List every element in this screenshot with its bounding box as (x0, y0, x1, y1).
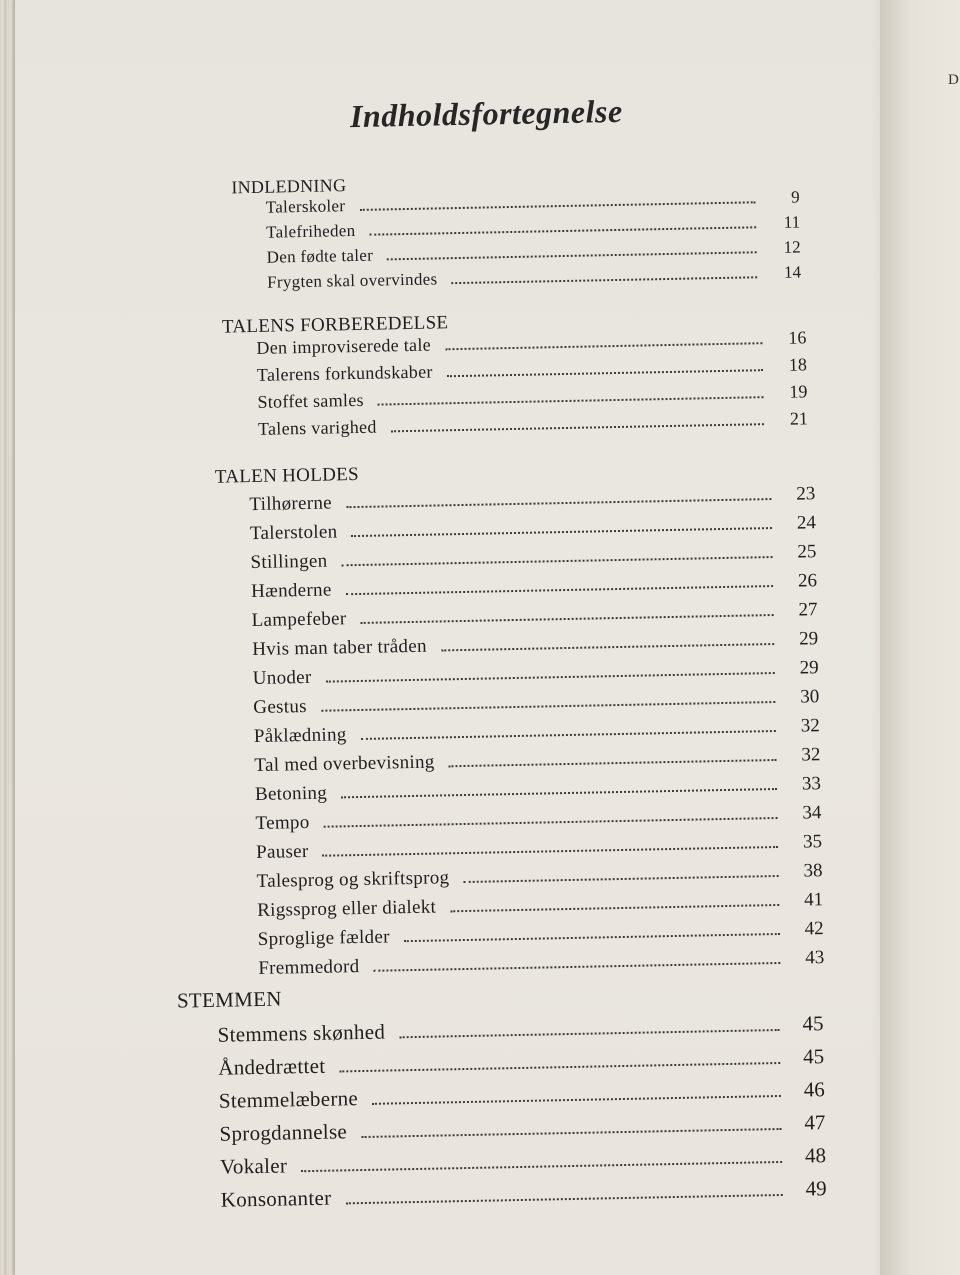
entry-label: Sprogdannelse (219, 1119, 348, 1146)
entry-label: Hvis man taber tråden (252, 635, 427, 661)
entry-page-number: 9 (790, 187, 800, 207)
entry-page-number: 35 (802, 831, 823, 853)
facing-page-text: D (948, 72, 959, 88)
dot-leader (449, 758, 777, 767)
entry-page-number: 46 (803, 1077, 825, 1102)
entry-label: Talerskoler (265, 196, 346, 217)
toc-section-indledning (231, 166, 813, 298)
dot-leader (361, 1127, 781, 1138)
entry-page-number: 34 (802, 802, 822, 824)
dot-leader (378, 395, 764, 405)
entry-page-number: 14 (783, 262, 802, 282)
toc-section-stemmen (177, 976, 831, 1221)
entry-label: Stillingen (250, 550, 328, 574)
entry-label: Sproglige fælder (257, 926, 390, 950)
entry-label: Den fødte taler (266, 245, 374, 267)
dot-leader (391, 422, 764, 432)
table-of-contents (176, 89, 831, 1220)
entry-label: Talens varighed (257, 416, 377, 439)
entry-page-number: 45 (802, 1044, 825, 1069)
toc-section-talens-forberedelse (222, 305, 816, 446)
entry-page-number: 12 (783, 237, 801, 257)
entry-label: Åndedrættet (218, 1053, 326, 1080)
dot-leader (441, 642, 774, 651)
dot-leader (359, 200, 755, 211)
entry-page-number: 47 (804, 1110, 826, 1135)
entry-label: Unoder (252, 666, 312, 690)
entry-page-number: 29 (798, 628, 819, 650)
section-heading: STEMMEN (176, 986, 282, 1013)
entry-label: Konsonanter (220, 1185, 332, 1212)
entry-page-number: 45 (802, 1011, 824, 1036)
section-heading: TALENS FORBEREDELSE (221, 312, 449, 338)
entry-label: Vokaler (219, 1153, 288, 1179)
entry-page-number: 43 (805, 947, 825, 969)
entry-page-number: 33 (801, 773, 822, 795)
entry-label: Pauser (255, 841, 309, 864)
entry-label: Hænderne (250, 579, 332, 603)
dot-leader (351, 526, 772, 537)
dot-leader (339, 1061, 780, 1072)
dot-leader (346, 584, 773, 595)
entry-label: Rigssprog eller dialekt (257, 896, 437, 921)
dot-leader (346, 497, 771, 508)
dot-leader (463, 874, 778, 883)
dot-leader (324, 816, 778, 828)
entry-label: Gestus (253, 696, 308, 719)
entry-label: Stemmelæberne (218, 1086, 359, 1113)
entry-label: Frygten skal overvindes (266, 269, 438, 292)
entry-page-number: 18 (788, 354, 808, 375)
dot-leader (399, 1028, 779, 1038)
dot-leader (450, 903, 779, 912)
entry-page-number: 16 (788, 327, 807, 348)
entry-page-number: 41 (803, 889, 824, 911)
entry-label: Stemmens skønhed (217, 1019, 386, 1047)
entry-page-number: 11 (783, 212, 801, 232)
dot-leader (404, 932, 780, 942)
toc-title: Indholdsfortegnelse (349, 92, 623, 135)
dot-leader (360, 613, 773, 624)
entry-label: Talesprog og skriftsprog (256, 867, 450, 893)
entry-label: Talefriheden (266, 220, 356, 242)
dot-leader (341, 787, 777, 798)
dot-leader (345, 1193, 782, 1204)
entry-page-number: 25 (797, 541, 817, 563)
entry-page-number: 23 (796, 483, 816, 505)
facing-page (880, 0, 960, 1275)
entry-label: Påklædning (253, 724, 347, 748)
dot-leader (369, 225, 756, 235)
dot-leader (445, 341, 762, 350)
entry-page-number: 24 (796, 512, 817, 534)
entry-page-number: 27 (798, 599, 818, 621)
section-heading: INDLEDNING (231, 175, 347, 198)
dot-leader (387, 250, 757, 260)
entry-page-number: 29 (799, 657, 819, 679)
section-heading: TALEN HOLDES (214, 463, 360, 488)
entry-page-number: 26 (797, 570, 818, 592)
dot-leader (321, 700, 775, 712)
entry-label: Fremmedord (258, 956, 360, 979)
entry-page-number: 42 (804, 918, 824, 940)
entry-page-number: 19 (789, 381, 808, 402)
dot-leader (341, 555, 772, 566)
entry-label: Lampefeber (251, 608, 347, 632)
entry-label: Talerens forkundskaber (256, 361, 433, 385)
entry-page-number: 38 (803, 860, 823, 882)
entry-page-number: 32 (801, 744, 821, 766)
dot-leader (447, 368, 763, 377)
entry-page-number: 30 (800, 686, 820, 708)
dot-leader (361, 729, 776, 740)
entry-label: Betoning (254, 782, 328, 806)
entry-page-number: 48 (804, 1143, 827, 1168)
entry-label: Talerstolen (249, 521, 338, 545)
dot-leader (374, 961, 781, 972)
entry-page-number: 49 (805, 1176, 827, 1201)
entry-label: Den improviserede tale (256, 334, 432, 358)
toc-section-talen-holdes (215, 455, 827, 987)
entry-label: Stoffet samles (257, 389, 364, 412)
dot-leader (326, 671, 775, 683)
entry-page-number: 21 (789, 408, 809, 429)
dot-leader (301, 1160, 782, 1172)
dot-leader (372, 1094, 781, 1105)
dot-leader (323, 845, 779, 857)
entry-label: Tempo (255, 811, 310, 835)
entry-label: Tal med overbevisning (254, 751, 435, 777)
dot-leader (451, 275, 757, 284)
entry-label: Tilhørerne (249, 492, 333, 516)
entry-page-number: 32 (800, 715, 820, 737)
